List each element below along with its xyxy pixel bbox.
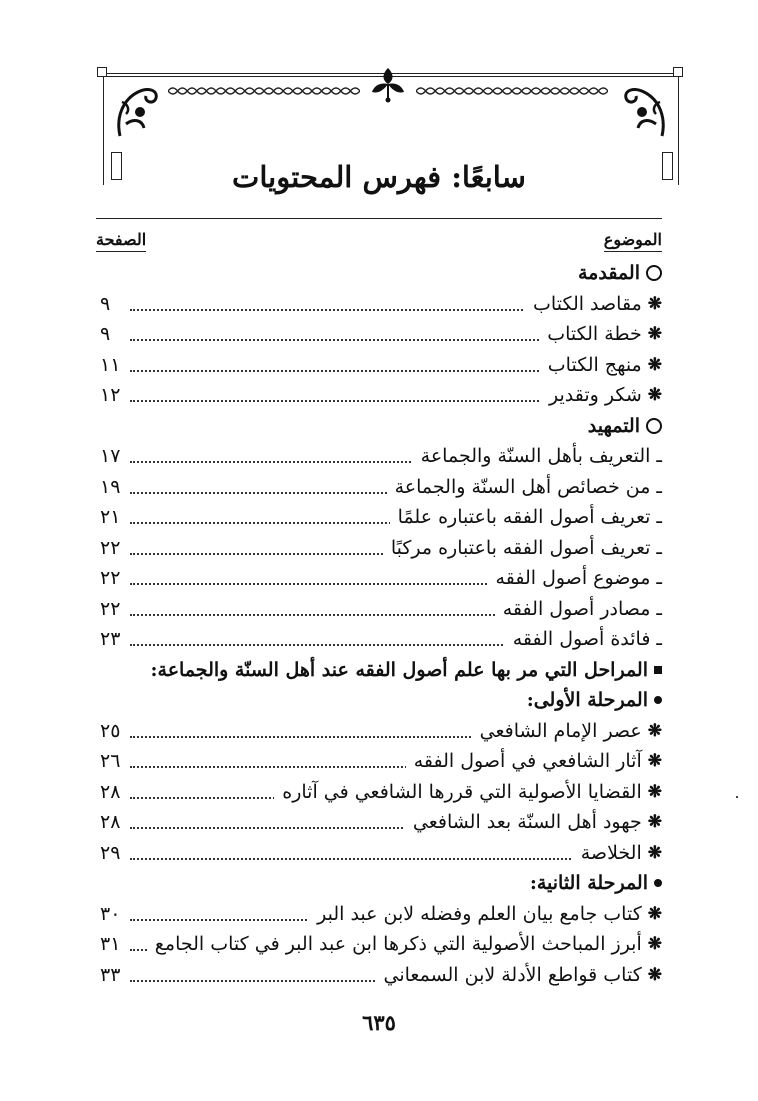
ring-bullet-icon [646, 265, 662, 281]
toc-entry-title-wrap [376, 964, 663, 986]
toc-entry[interactable] [96, 685, 662, 716]
toc-entry-title: منهج الكتاب [547, 353, 642, 376]
asterisk-icon: ❋ [647, 964, 662, 985]
toc-entry-title: تعريف أصول الفقه باعتباره مركبًا [390, 536, 651, 559]
toc-entry-title: كتاب قواطع الأدلة لابن السمعاني [383, 963, 642, 986]
scan-speck [736, 796, 738, 798]
toc-entry-page: ٢١ [100, 506, 121, 528]
dash-marker: ـ [656, 628, 662, 650]
toc-entry-title-wrap [488, 567, 662, 589]
asterisk-icon: ❋ [647, 293, 662, 314]
toc-entry-page: ٣١ [100, 933, 121, 955]
toc-entry-title-wrap [147, 933, 662, 955]
toc-entry-title: مقاصد الكتاب [533, 292, 642, 315]
toc-entry[interactable] [96, 868, 662, 899]
dash-marker: ـ [656, 475, 662, 498]
dot-bullet-icon [654, 696, 662, 704]
toc-entry-page: ١٧ [100, 445, 121, 467]
toc-entry-page: ١٢ [100, 384, 121, 406]
toc-entry[interactable] [96, 929, 662, 960]
asterisk-icon: ❋ [647, 324, 662, 344]
toc-entry[interactable] [96, 411, 662, 442]
dash-marker: ـ [656, 506, 662, 528]
floral-ornament-left-icon [112, 78, 164, 142]
toc-header [96, 218, 662, 259]
toc-entry-title-wrap [578, 262, 662, 284]
toc-entry-page: ٢٨ [100, 780, 121, 803]
toc-entry[interactable] [96, 960, 662, 991]
toc-entry-page: ٢٥ [100, 719, 121, 742]
asterisk-icon: ❋ [647, 903, 662, 924]
asterisk-icon: ❋ [647, 720, 662, 741]
toc-entry[interactable] [96, 289, 662, 320]
toc-entry-title: أبرز المباحث الأصولية التي ذكرها ابن عبد البر في كتاب الجامع [154, 933, 642, 955]
floral-ornament-right-icon [618, 78, 670, 142]
toc-entry-title-wrap [151, 659, 663, 681]
toc-entry-title: موضوع أصول الفقه [495, 567, 651, 589]
toc-entry-title-wrap [588, 415, 662, 437]
corner-square-left [97, 67, 107, 77]
toc-entry[interactable] [96, 319, 662, 350]
toc-entry-title: كتاب جامع بيان العلم وفضله لابن عبد البر [317, 902, 642, 925]
toc-entry-title: القضايا الأصولية التي قررها الشافعي في آثاره [282, 780, 642, 803]
page-number: ٦٣٥ [362, 1010, 396, 1035]
toc-entry-title: تعريف أصول الفقه باعتباره علمًا [397, 506, 651, 528]
asterisk-icon: ❋ [647, 842, 662, 863]
toc-entry-title-wrap [406, 750, 662, 772]
toc-entry[interactable] [96, 655, 662, 686]
toc-entry-title-wrap [274, 781, 662, 803]
toc-entry[interactable] [96, 777, 662, 808]
ring-bullet-icon [646, 418, 662, 434]
toc-entry-title: آثار الشافعي في أصول الفقه [413, 750, 642, 772]
toc-entry-page: ٣٠ [100, 902, 121, 925]
toc-entry-title: عصر الإمام الشافعي [479, 719, 642, 742]
toc-entry[interactable] [96, 380, 662, 411]
column-header-page: الصفحة [96, 230, 146, 252]
toc-entry-page: ١٩ [100, 475, 121, 498]
asterisk-icon: ❋ [647, 385, 662, 405]
dash-marker: ـ [656, 536, 662, 559]
toc-entry-title-wrap [387, 476, 662, 498]
toc-entry[interactable] [96, 441, 662, 472]
toc-entry-page: ٩ [100, 323, 111, 345]
square-bullet-icon [654, 666, 662, 674]
toc-entry[interactable] [96, 258, 662, 289]
toc-entry[interactable] [96, 502, 662, 533]
toc-entry[interactable] [96, 472, 662, 503]
toc-list [96, 258, 662, 990]
toc-entry-title-wrap [527, 689, 662, 711]
toc-entry-title-wrap [540, 354, 662, 376]
toc-entry-title: شكر وتقدير [548, 384, 642, 406]
toc-entry[interactable] [96, 746, 662, 777]
page-title: سابعًا: فهرس المحتويات [232, 160, 526, 194]
dash-marker: ـ [656, 597, 662, 620]
toc-entry[interactable] [96, 533, 662, 564]
toc-entry-page: ٩ [100, 292, 111, 315]
toc-entry-title-wrap [413, 445, 662, 467]
toc-entry-page: ٢٢ [100, 567, 121, 589]
toc-entry-page: ٢٩ [100, 841, 121, 864]
asterisk-icon: ❋ [647, 751, 662, 771]
toc-entry-title: المقدمة [577, 262, 640, 284]
toc-entry-title-wrap [525, 293, 662, 315]
toc-entry-title-wrap [390, 506, 662, 528]
toc-entry-page: ٣٣ [100, 963, 121, 986]
toc-entry-title: التعريف بأهل السنّة والجماعة [420, 445, 651, 467]
toc-entry-page: ٢٢ [100, 536, 121, 559]
dot-bullet-icon [654, 879, 662, 887]
header-ornament-strip [168, 83, 608, 99]
toc-entry-title: التمهيد [587, 414, 640, 437]
asterisk-icon: ❋ [647, 354, 662, 375]
toc-entry-title: خطة الكتاب [547, 323, 642, 345]
toc-entry[interactable] [96, 899, 662, 930]
corner-square-right [673, 67, 683, 77]
chain-border-right [416, 85, 608, 97]
toc-entry-title: من خصائص أهل السنّة والجماعة [394, 475, 651, 498]
toc-entry[interactable] [96, 563, 662, 594]
toc-entry-title: مصادر أصول الفقه [502, 597, 651, 620]
toc-entry[interactable] [96, 838, 662, 869]
toc-entry-title-wrap [505, 628, 662, 650]
dash-marker: ـ [656, 445, 662, 467]
toc-entry[interactable] [96, 807, 662, 838]
toc-entry-title: الخلاصة [580, 841, 642, 864]
toc-entry[interactable] [96, 624, 662, 655]
toc-entry-title-wrap [472, 720, 662, 742]
toc-entry-title-wrap [530, 872, 662, 894]
toc-entry-title-wrap [405, 811, 662, 833]
toc-entry-title-wrap [309, 903, 662, 925]
toc-entry-page: ٢٢ [100, 597, 121, 620]
asterisk-icon: ❋ [647, 934, 662, 954]
toc-entry-page: ٢٦ [100, 750, 121, 772]
toc-entry[interactable] [96, 594, 662, 625]
toc-entry-title: جهود أهل السنّة بعد الشافعي [412, 811, 642, 833]
toc-entry-title-wrap [573, 842, 662, 864]
toc-entry-title: المرحلة الأولى: [526, 689, 648, 711]
toc-entry-title-wrap [383, 537, 662, 559]
toc-entry-page: ٢٨ [100, 811, 121, 833]
column-header-topic: الموضوع [604, 230, 662, 252]
toc-entry-title: المراحل التي مر بها علم أصول الفقه عند أهل السنّة والجماعة: [150, 658, 648, 681]
chain-border-left [168, 85, 360, 97]
toc-entry-page: ٢٣ [100, 628, 121, 650]
dash-marker: ـ [656, 567, 662, 589]
toc-entry-title: المرحلة الثانية: [529, 872, 648, 894]
toc-entry-title-wrap [541, 384, 662, 406]
asterisk-icon: ❋ [647, 812, 662, 832]
center-floral-ornament-icon [366, 64, 410, 104]
toc-entry-title: فائدة أصول الفقه [512, 628, 651, 650]
toc-entry-page: ١١ [100, 353, 121, 376]
toc-entry-title-wrap [495, 598, 662, 620]
toc-entry[interactable] [96, 350, 662, 381]
asterisk-icon: ❋ [647, 781, 662, 802]
toc-entry-title-wrap [539, 323, 662, 345]
toc-entry[interactable] [96, 716, 662, 747]
